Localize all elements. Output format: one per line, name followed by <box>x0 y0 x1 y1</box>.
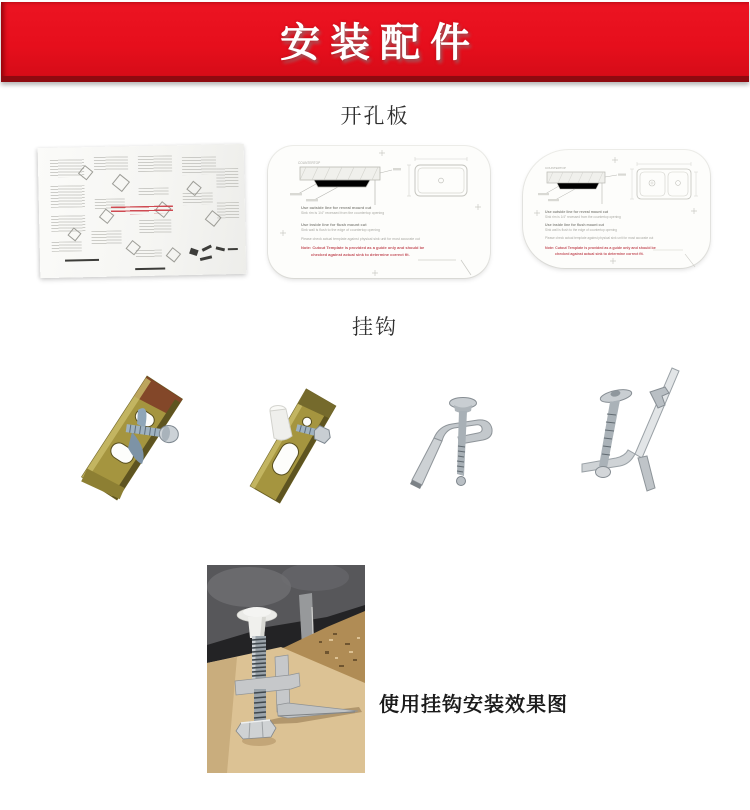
sheet-text-block <box>216 168 238 188</box>
sheet-text-block <box>51 215 85 232</box>
cutout-template-double-drawing <box>523 150 710 268</box>
hook-clip-1-drawing <box>76 372 188 504</box>
hook-clip-4-drawing <box>554 362 690 500</box>
installation-photo-drawing <box>207 565 365 773</box>
template-line3: Use inside line for flush mount cut <box>301 222 367 227</box>
hook-clip-2-drawing <box>246 386 340 506</box>
photo-caption: 使用挂钩安装效果图 <box>379 694 568 716</box>
sheet-diagram <box>166 247 181 262</box>
section-label-hooks: 挂钩 <box>352 316 398 339</box>
hook-clip-3-drawing <box>406 388 500 498</box>
template-line1: Use outside line for reveal mount cut <box>301 205 372 210</box>
template-note2: checked against actual sink to determine correct fit. <box>311 252 410 257</box>
cutout-template-double-image <box>523 150 710 268</box>
template-note1: Note: Cutout Template is provided as a guide only and should be <box>545 246 656 250</box>
template-line4: Sink wall is flush to the edge of countertop opening <box>301 228 380 232</box>
sheet-text-block <box>136 250 162 259</box>
sheet-text-block <box>91 230 121 245</box>
installation-photo <box>207 565 365 773</box>
template-line2: Sink rim is 1/4" recessed from the countertop opening <box>301 211 385 215</box>
sheet-text-block <box>52 241 82 252</box>
header-banner <box>1 2 749 82</box>
sheet-text-block <box>94 156 128 171</box>
sheet-text-block <box>50 185 84 208</box>
cutout-template-single-image <box>268 146 490 278</box>
sheet-footer-text <box>65 259 99 262</box>
cutout-template-single-drawing <box>268 146 490 278</box>
sheet-icon-mark <box>202 245 212 252</box>
template-line4: Sink wall is flush to the edge of countertop opening <box>545 228 617 232</box>
section-label-cutout-board: 开孔板 <box>340 105 410 128</box>
sheet-diagram <box>112 174 130 192</box>
sheet-footer-text <box>135 268 165 271</box>
sheet-text-block <box>139 187 169 196</box>
sheet-icon-mark <box>228 248 238 250</box>
template-line5: Please check actual template against physical sink unit for most accurate cut <box>301 237 420 241</box>
template-line2: Sink rim is 1/4" recessed from the countertop opening <box>545 215 621 219</box>
diagram-label: COUNTERTOP <box>298 161 321 165</box>
sheet-red-note <box>111 205 173 214</box>
hook-clamp-steel-image <box>406 388 500 498</box>
sheet-icon-mark <box>216 246 225 251</box>
template-line3: Use inside line for flush mount cut <box>545 223 604 227</box>
template-note2: checked against actual sink to determine correct fit. <box>555 252 644 256</box>
sheet-text-block <box>183 193 213 206</box>
hook-clamp-long-bar-image <box>554 362 690 500</box>
sheet-text-block <box>182 156 216 175</box>
hook-clip-plastic-cone-image <box>246 386 340 506</box>
sheet-icon-mark <box>189 248 199 256</box>
page-title: 安装配件 <box>280 20 480 65</box>
sheet-icon-mark <box>200 255 212 261</box>
diagram-label: COUNTERTOP <box>545 166 566 170</box>
sheet-text-block <box>139 219 171 234</box>
instruction-sheet-image <box>38 144 247 278</box>
hook-clip-brass-screw-image <box>76 372 188 504</box>
template-note1: Note: Cutout Template is provided as a guide only and should be <box>301 245 425 250</box>
template-line1: Use outside line for reveal mount cut <box>545 210 609 214</box>
template-line5: Please check actual template against physical sink unit for most accurate cut <box>545 236 654 240</box>
sheet-text-block <box>138 155 172 172</box>
